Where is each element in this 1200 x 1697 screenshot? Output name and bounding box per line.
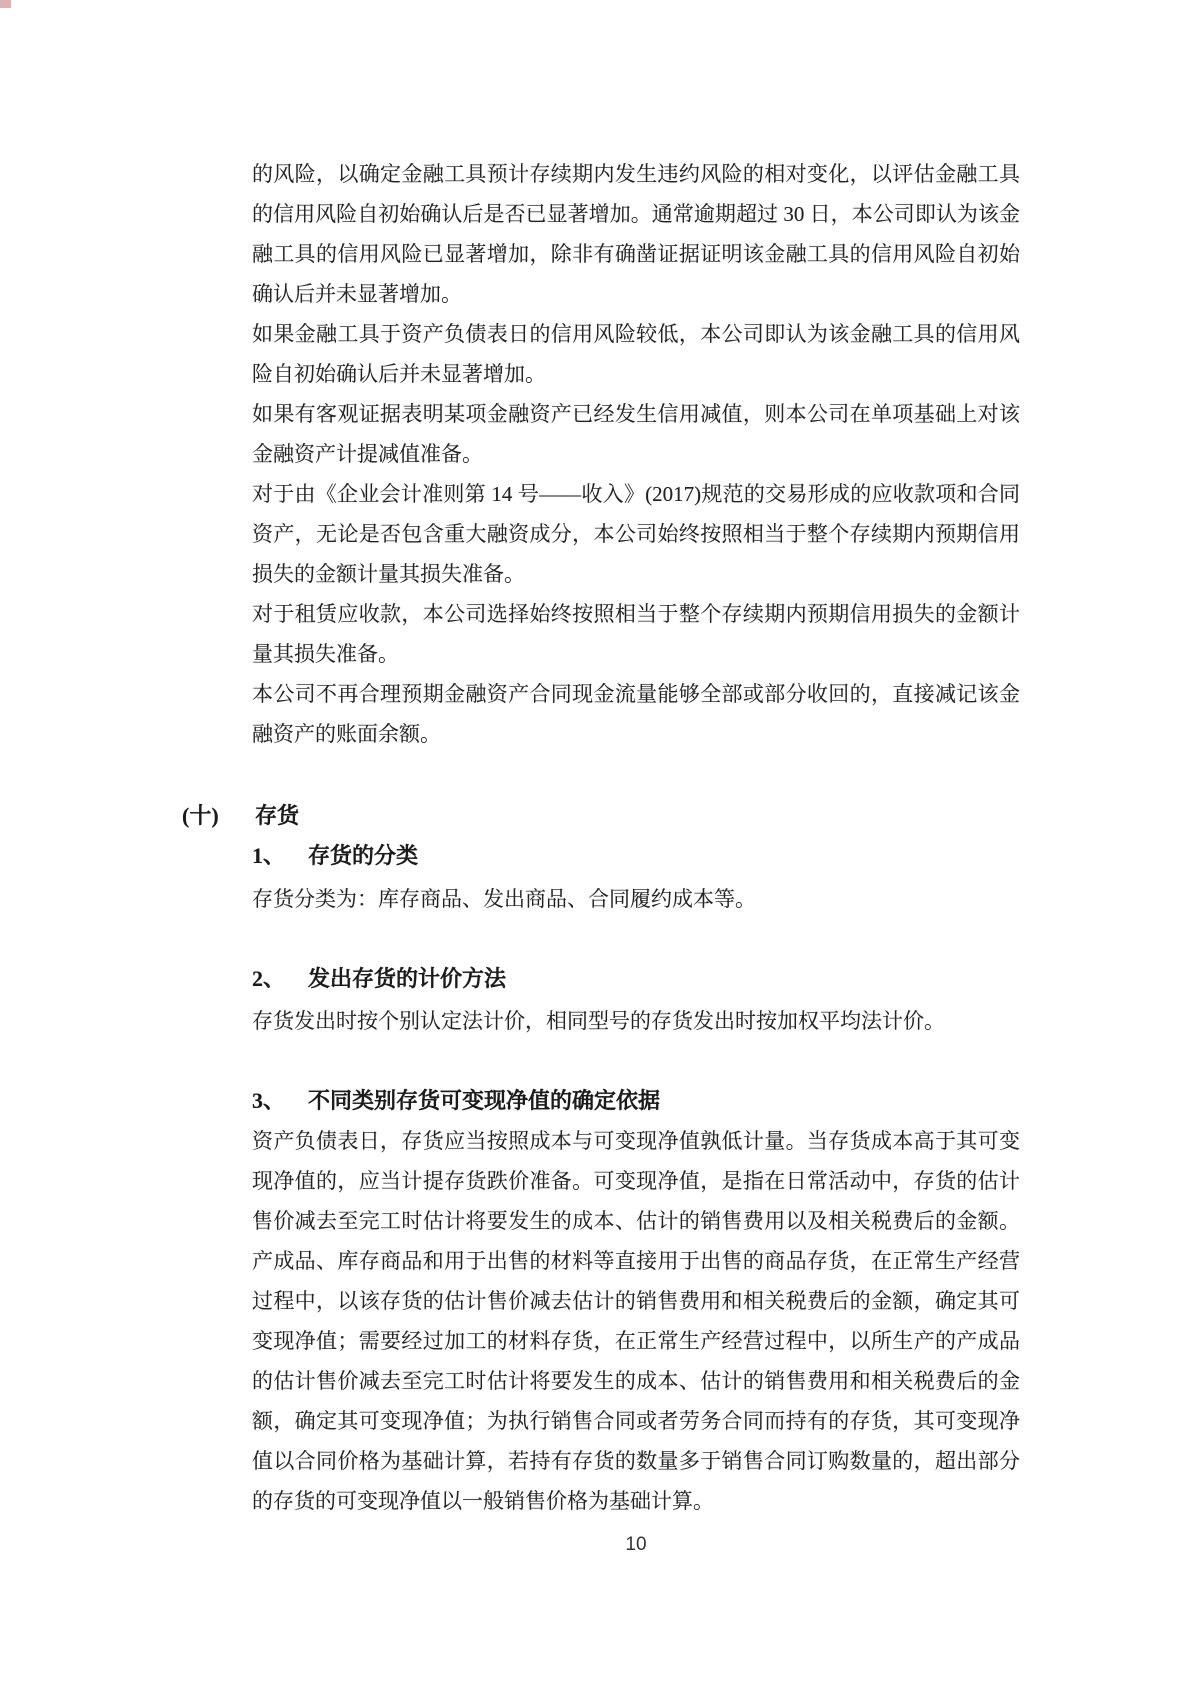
text-line: 损失的金额计量其损失准备。 [252, 562, 525, 586]
subsection-heading-1 [252, 836, 418, 876]
subsection-title: 存货的分类 [308, 843, 419, 868]
body-paragraph-inventory-valuation-method [252, 1001, 1020, 1041]
subsection-title: 发出存货的计价方法 [308, 966, 507, 991]
body-paragraph-inventory-classification [252, 879, 1020, 919]
text-line: 存货发出时按个别认定法计价，相同型号的存货发出时按加权平均法计价。 [252, 1009, 945, 1033]
page-number: 10 [625, 1534, 647, 1555]
text-line: 过程中，以该存货的估计售价减去估计的销售费用和相关税费后的金额，确定其可 [252, 1289, 1020, 1313]
text-line: 售价减去至完工时估计将要发生的成本、估计的销售费用以及相关税费后的金额。 [252, 1209, 1020, 1233]
text-line: 量其损失准备。 [252, 642, 399, 666]
text-line: 存货分类为：库存商品、发出商品、合同履约成本等。 [252, 887, 756, 911]
text-line: 金融资产计提减值准备。 [252, 442, 483, 466]
text-line: 资产，无论是否包含重大融资成分，本公司始终按照相当于整个存续期内预期信用 [252, 522, 1020, 546]
body-paragraphs-credit-risk [252, 154, 1020, 754]
subsection-number: 3、 [252, 1088, 286, 1113]
section-title: 存货 [255, 803, 300, 828]
section-label: (十) [182, 803, 219, 828]
scan-artifact-mark [0, 0, 11, 8]
text-line: 现净值的，应当计提存货跌价准备。可变现净值，是指在日常活动中，存货的估计 [252, 1169, 1020, 1193]
text-line: 如果金融工具于资产负债表日的信用风险较低，本公司即认为该金融工具的信用风 [252, 322, 1020, 346]
text-line: 的存货的可变现净值以一般销售价格为基础计算。 [252, 1489, 714, 1513]
text-line: 险自初始确认后并未显著增加。 [252, 362, 546, 386]
text-line: 对于由《企业会计准则第 14 号——收入》(2017)规范的交易形成的应收款项和合同 [252, 482, 1020, 506]
text-line: 值以合同价格为基础计算，若持有存货的数量多于销售合同订购数量的，超出部分 [252, 1449, 1020, 1473]
section-heading-inventory [182, 796, 299, 836]
subsection-heading-2 [252, 959, 506, 999]
text-line: 资产负债表日，存货应当按照成本与可变现净值孰低计量。当存货成本高于其可变 [252, 1129, 1020, 1153]
text-line: 对于租赁应收款，本公司选择始终按照相当于整个存续期内预期信用损失的金额计 [252, 602, 1020, 626]
text-line: 的估计售价减去至完工时估计将要发生的成本、估计的销售费用和相关税费后的金 [252, 1369, 1020, 1393]
text-line: 融资产的账面余额。 [252, 722, 441, 746]
text-line: 变现净值；需要经过加工的材料存货，在正常生产经营过程中，以所生产的产成品 [252, 1329, 1020, 1353]
subsection-title: 不同类别存货可变现净值的确定依据 [308, 1088, 661, 1113]
subsection-number: 2、 [252, 966, 286, 991]
body-paragraph-net-realizable-value [252, 1121, 1020, 1521]
text-line: 融工具的信用风险已显著增加，除非有确凿证据证明该金融工具的信用风险自初始 [252, 242, 1020, 266]
text-line: 确认后并未显著增加。 [252, 282, 462, 306]
text-line: 本公司不再合理预期金融资产合同现金流量能够全部或部分收回的，直接减记该金 [252, 682, 1020, 706]
text-line: 的信用风险自初始确认后是否已显著增加。通常逾期超过 30 日，本公司即认为该金 [252, 202, 1020, 226]
text-line: 产成品、库存商品和用于出售的材料等直接用于出售的商品存货，在正常生产经营 [252, 1249, 1020, 1273]
subsection-number: 1、 [252, 843, 286, 868]
text-line: 的风险，以确定金融工具预计存续期内发生违约风险的相对变化，以评估金融工具 [252, 162, 1020, 186]
subsection-heading-3 [252, 1081, 660, 1121]
text-line: 额，确定其可变现净值；为执行销售合同或者劳务合同而持有的存货，其可变现净 [252, 1409, 1020, 1433]
text-line: 如果有客观证据表明某项金融资产已经发生信用减值，则本公司在单项基础上对该 [252, 402, 1020, 426]
